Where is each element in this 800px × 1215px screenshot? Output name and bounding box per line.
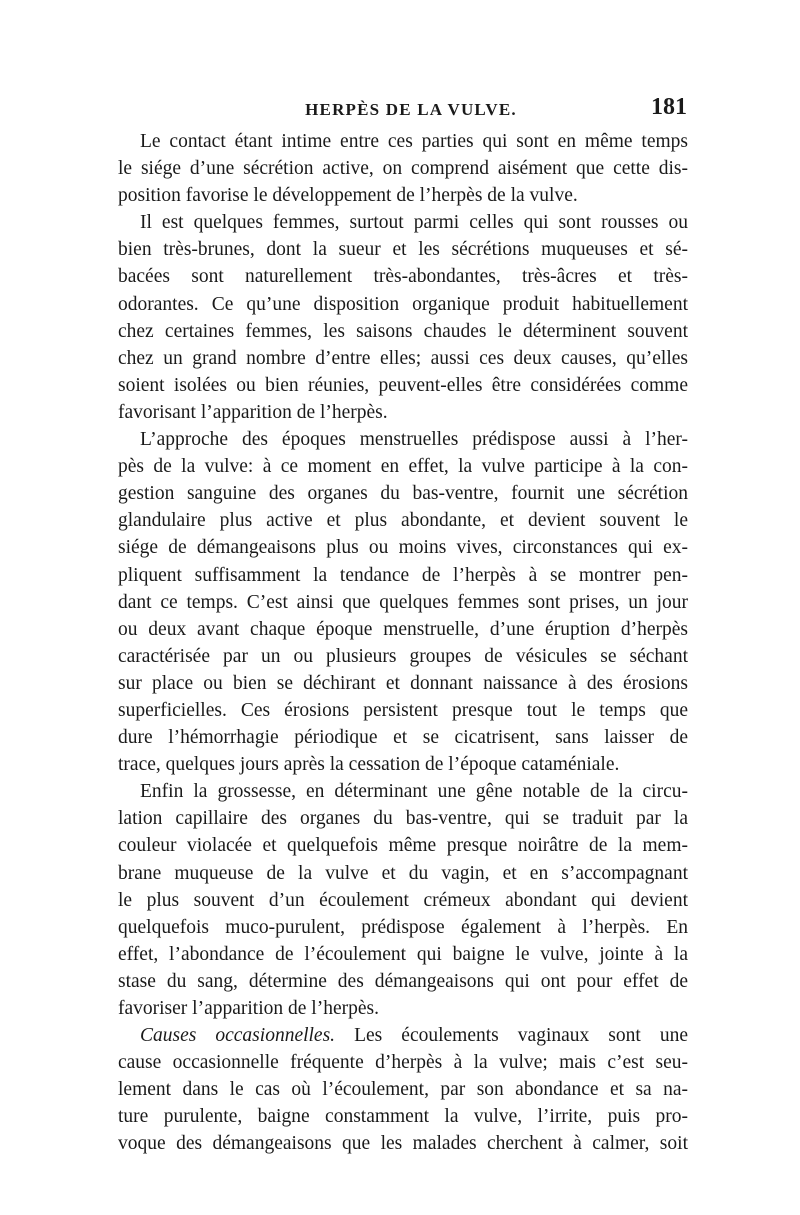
running-head: HERPÈS DE LA VULVE.: [305, 100, 517, 119]
text-line: sur place ou bien se déchirant et donnant naissance à des érosions: [118, 672, 688, 694]
text-line: dant ce temps. C’est ainsi que quelques femmes sont prises, un jour: [118, 591, 688, 613]
text-line: gestion sanguine des organes du bas-ventre, fournit une sécrétion: [118, 483, 688, 505]
text-line: brane muqueuse de la vulve et du vagin, et en s’accompagnant: [118, 862, 688, 884]
text-line: le plus souvent d’un écoulement crémeux abondant qui devient: [118, 889, 688, 911]
text-line: odorantes. Ce qu’une disposition organique produit habituellement: [118, 293, 688, 315]
body-text: [118, 128, 688, 1158]
text-line: couleur violacée et quelquefois même presque noirâtre de la mem-: [118, 835, 688, 857]
text-line: chez un grand nombre d’entre elles; aussi ces deux causes, qu’elles: [118, 347, 688, 369]
text-line: L’approche des époques menstruelles prédispose aussi à l’her-: [140, 429, 688, 451]
text-line: favoriser l’apparition de l’herpès.: [118, 998, 379, 1019]
text-line: lation capillaire des organes du bas-ventre, qui se traduit par la: [118, 808, 688, 830]
text-line: soient isolées ou bien réunies, peuvent-elles être considérées comme: [118, 374, 688, 396]
text-line: bacées sont naturellement très-abondantes, très-âcres et très-: [118, 266, 688, 288]
text-line: caractérisée par un ou plusieurs groupes de vésicules se séchant: [118, 645, 688, 667]
text-line: stase du sang, détermine des démangeaisons qui ont pour effet de: [118, 970, 688, 992]
text-line: ture purulente, baigne constamment la vulve, l’irrite, puis pro-: [118, 1106, 688, 1128]
section-title: Causes occasionnelles.: [140, 1025, 336, 1047]
text-line: Il est quelques femmes, surtout parmi celles qui sont rousses ou: [140, 212, 688, 234]
text-line: Le contact étant intime entre ces parties qui sont en même temps: [140, 131, 688, 152]
text-line: le siége d’une sécrétion active, on comprend aisément que cette dis-: [118, 158, 688, 180]
text-line: dure l’hémorrhagie périodique et se cicatrisent, sans laisser de: [118, 727, 688, 749]
page-header: [135, 96, 687, 126]
text-line: superficielles. Ces érosions persistent presque tout le temps que: [118, 699, 688, 721]
text-line: trace, quelques jours après la cessation de l’époque cataméniale.: [118, 754, 620, 776]
text-line: cause occasionnelle fréquente d’herpès à la vulve; mais c’est seu-: [118, 1052, 688, 1074]
text-line: ou deux avant chaque époque menstruelle, d’une éruption d’herpès: [118, 618, 688, 640]
text-line: lement dans le cas où l’écoulement, par son abondance et sa na-: [118, 1079, 688, 1101]
section-line-rest: Les écoulements vaginaux sont une: [335, 1025, 688, 1047]
section-line: [118, 1022, 688, 1049]
text-line: siége de démangeaisons plus ou moins vives, circonstances qui ex-: [118, 537, 688, 559]
text-line: pliquent suffisamment la tendance de l’herpès à se montrer pen-: [118, 564, 688, 586]
text-line: quelquefois muco-purulent, prédispose également à l’herpès. En: [118, 916, 688, 938]
page-number: 181: [651, 94, 687, 120]
text-line: chez certaines femmes, les saisons chaudes le déterminent souvent: [118, 320, 688, 342]
text-line: glandulaire plus active et plus abondante, et devient souvent le: [118, 510, 688, 532]
text-line: effet, l’abondance de l’écoulement qui baigne le vulve, jointe à la: [118, 943, 688, 965]
text-line: Enfin la grossesse, en déterminant une gêne notable de la circu-: [140, 781, 688, 803]
text-line: favorisant l’apparition de l’herpès.: [118, 401, 388, 423]
text-line: voque des démangeaisons que les malades cherchent à calmer, soit: [118, 1133, 688, 1155]
text-line: pès de la vulve: à ce moment en effet, la vulve participe à la con-: [118, 456, 688, 478]
text-line: bien très-brunes, dont la sueur et les sécrétions muqueuses et sé-: [118, 239, 688, 261]
text-line: position favorise le développement de l’herpès de la vulve.: [118, 185, 578, 207]
